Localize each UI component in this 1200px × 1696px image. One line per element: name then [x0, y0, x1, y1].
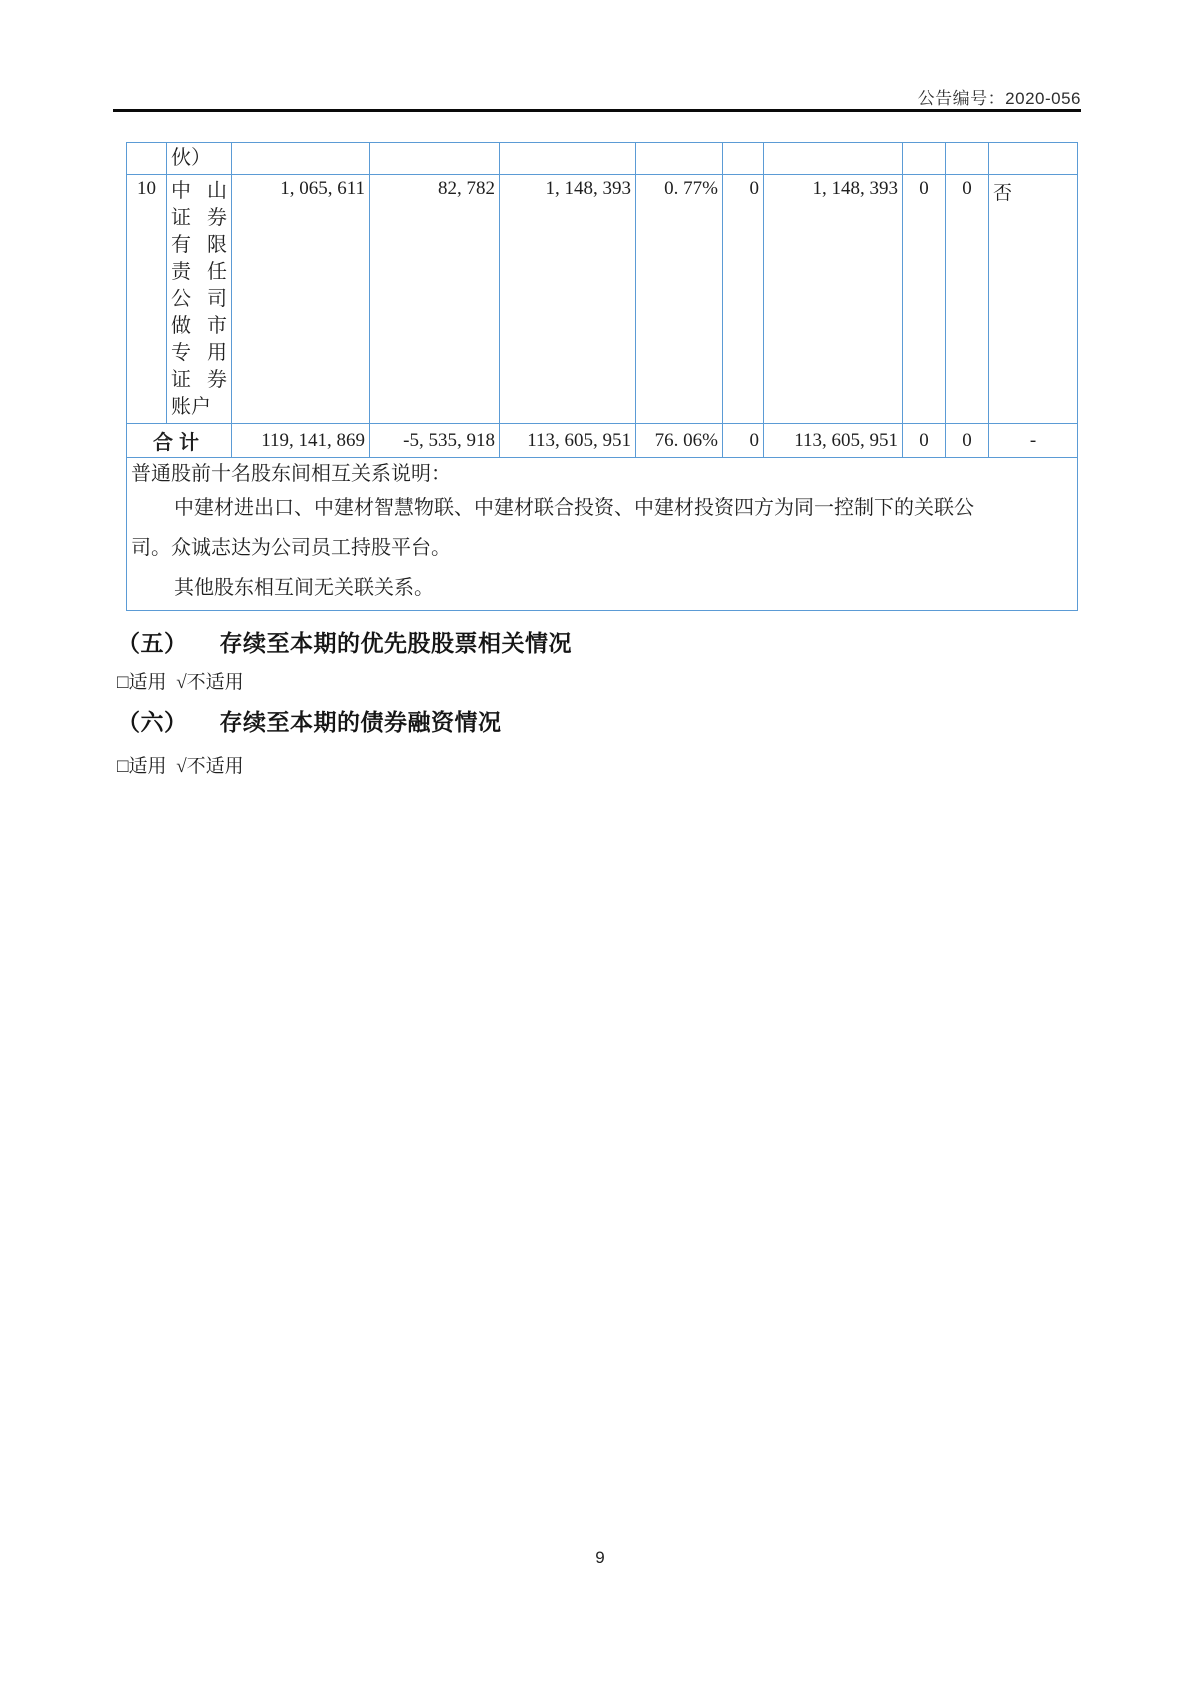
note-line: 其他股东相互间无关联关系。 [174, 577, 434, 599]
cell-empty [723, 143, 764, 175]
shareholder-table [126, 142, 1078, 611]
section-title: 存续至本期的优先股股票相关情况 [219, 630, 572, 656]
note-line: 司。众诚志达为公司员工持股平台。 [131, 537, 451, 559]
section-number: （六） [117, 709, 188, 735]
cell-empty [946, 143, 989, 175]
section-heading-6 [117, 709, 502, 736]
section-heading-5 [117, 630, 572, 657]
cell-total-value: 0 [946, 424, 989, 458]
cell-value: 82, 782 [370, 175, 500, 424]
cell-empty [370, 143, 500, 175]
cell-total-value: 0 [903, 424, 946, 458]
note-line: 普通股前十名股东间相互关系说明： [131, 463, 451, 485]
cell-total-flag: - [989, 424, 1078, 458]
cell-flag: 否 [989, 175, 1078, 424]
cell-total-label: 合计 [127, 424, 232, 458]
cell-shareholder-name: 中山证券有限责任公司做市专用证券账户 [167, 175, 232, 424]
note-line: 中建材进出口、中建材智慧物联、中建材联合投资、中建材投资四方为同一控制下的关联公 [174, 497, 974, 519]
table-row-10 [127, 175, 1078, 424]
cell-relationship-notes [127, 458, 1078, 611]
cell-value: 1, 148, 393 [764, 175, 903, 424]
table-row-notes [127, 458, 1078, 611]
cell-empty [764, 143, 903, 175]
cell-total-value: 113, 605, 951 [500, 424, 636, 458]
section-applicability-6: □适用 √不适用 [117, 756, 244, 777]
cell-value: 0 [903, 175, 946, 424]
table-row-total [127, 424, 1078, 458]
cell-value: 0 [946, 175, 989, 424]
header-divider [113, 109, 1081, 112]
page-number: 9 [595, 1548, 605, 1567]
cell-name-fragment: 伙） [167, 143, 232, 175]
cell-empty [903, 143, 946, 175]
cell-total-percent: 76. 06% [636, 424, 723, 458]
cell-rank: 10 [127, 175, 167, 424]
cell-value: 0 [723, 175, 764, 424]
cell-percent: 0. 77% [636, 175, 723, 424]
section-applicability-5: □适用 √不适用 [117, 672, 244, 693]
cell-total-value: 119, 141, 869 [232, 424, 370, 458]
announcement-number: 公告编号：2020-056 [917, 89, 1081, 108]
cell-empty [500, 143, 636, 175]
cell-total-value: 113, 605, 951 [764, 424, 903, 458]
section-number: （五） [117, 630, 188, 656]
cell-rank-empty [127, 143, 167, 175]
cell-empty [232, 143, 370, 175]
table-row-continuation [127, 143, 1078, 175]
cell-empty [636, 143, 723, 175]
cell-value: 1, 065, 611 [232, 175, 370, 424]
cell-empty [989, 143, 1078, 175]
cell-total-value: -5, 535, 918 [370, 424, 500, 458]
cell-total-value: 0 [723, 424, 764, 458]
cell-value: 1, 148, 393 [500, 175, 636, 424]
section-title: 存续至本期的债券融资情况 [219, 709, 502, 735]
